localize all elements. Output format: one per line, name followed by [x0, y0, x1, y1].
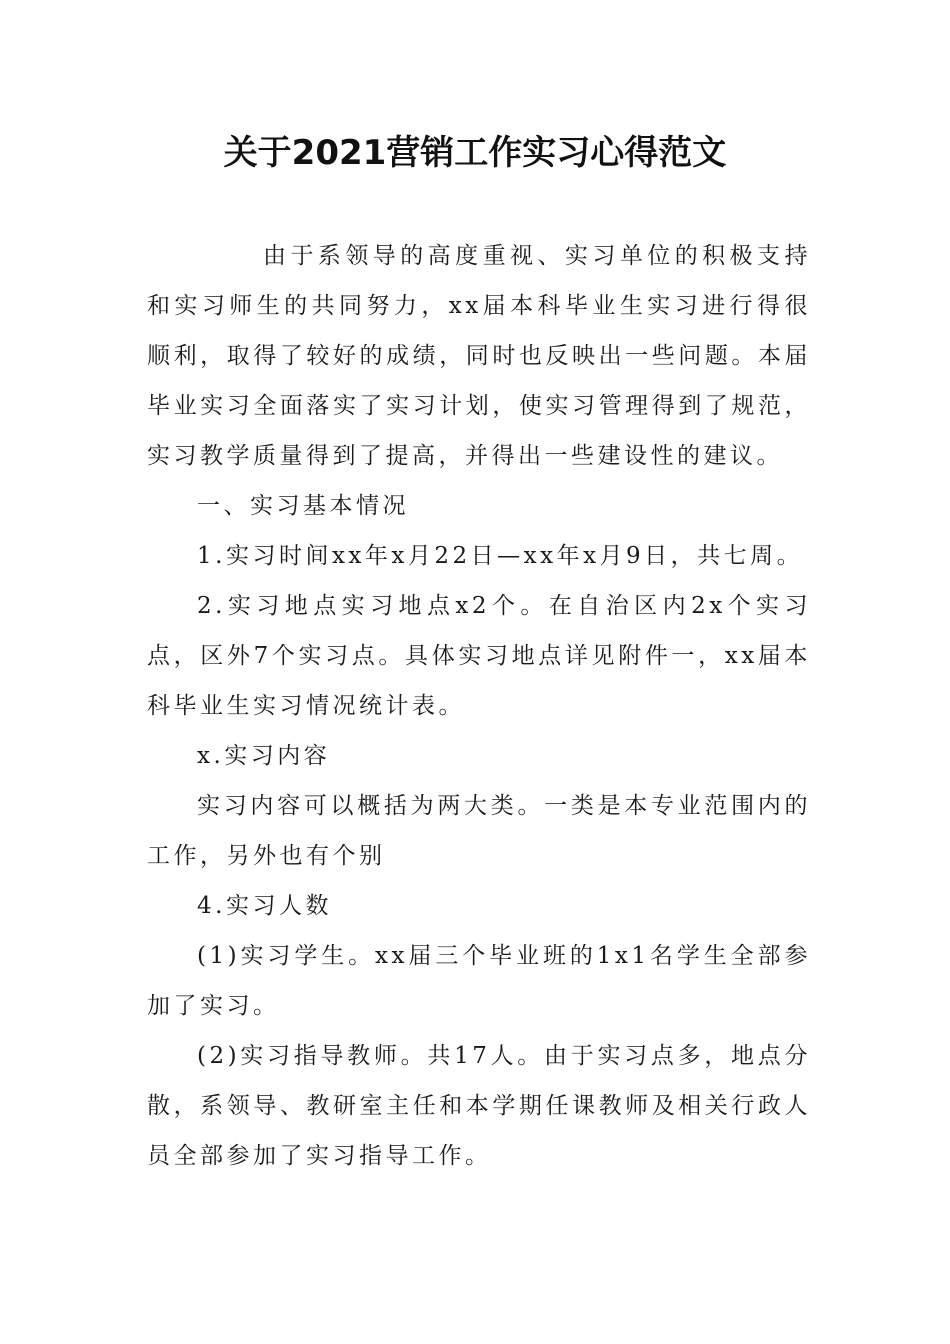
- paragraph-intro: 由于系领导的高度重视、实习单位的积极支持和实习师生的共同努力，xx届本科毕业生实习进行得很顺利，取得了较好的成绩，同时也反映出一些问题。本届毕业实习全面落实了实习计划，使实习管理得到了规范，实习教学质量得到了提高，并得出一些建设性的建议。: [147, 243, 811, 469]
- paragraph-internship-time: 1.实习时间xx年x月22日—xx年x月9日，共七周。: [197, 543, 804, 569]
- paragraph-teachers: (2)实习指导教师。共17人。由于实习点多，地点分散，系领导、教研室主任和本学期任课教师及相关行政人员全部参加了实习指导工作。: [147, 1043, 811, 1169]
- paragraph-students: (1)实习学生。xx届三个毕业班的1x1名学生全部参加了实习。: [147, 943, 811, 1019]
- section-heading-basic-info: 一、实习基本情况: [197, 493, 409, 519]
- paragraph-internship-content-heading: x.实习内容: [197, 743, 331, 769]
- paragraph-internship-count-heading: 4.实习人数: [197, 893, 332, 919]
- document-body: [147, 231, 811, 1181]
- paragraph-internship-location: 2.实习地点实习地点x2个。在自治区内2x个实习点，区外7个实习点。具体实习地点详见附件一，xx届本科毕业生实习情况统计表。: [147, 593, 811, 719]
- paragraph-internship-content: 实习内容可以概括为两大类。一类是本专业范围内的工作，另外也有个别: [147, 793, 811, 869]
- document-title: 关于2021营销工作实习心得范文: [223, 133, 727, 173]
